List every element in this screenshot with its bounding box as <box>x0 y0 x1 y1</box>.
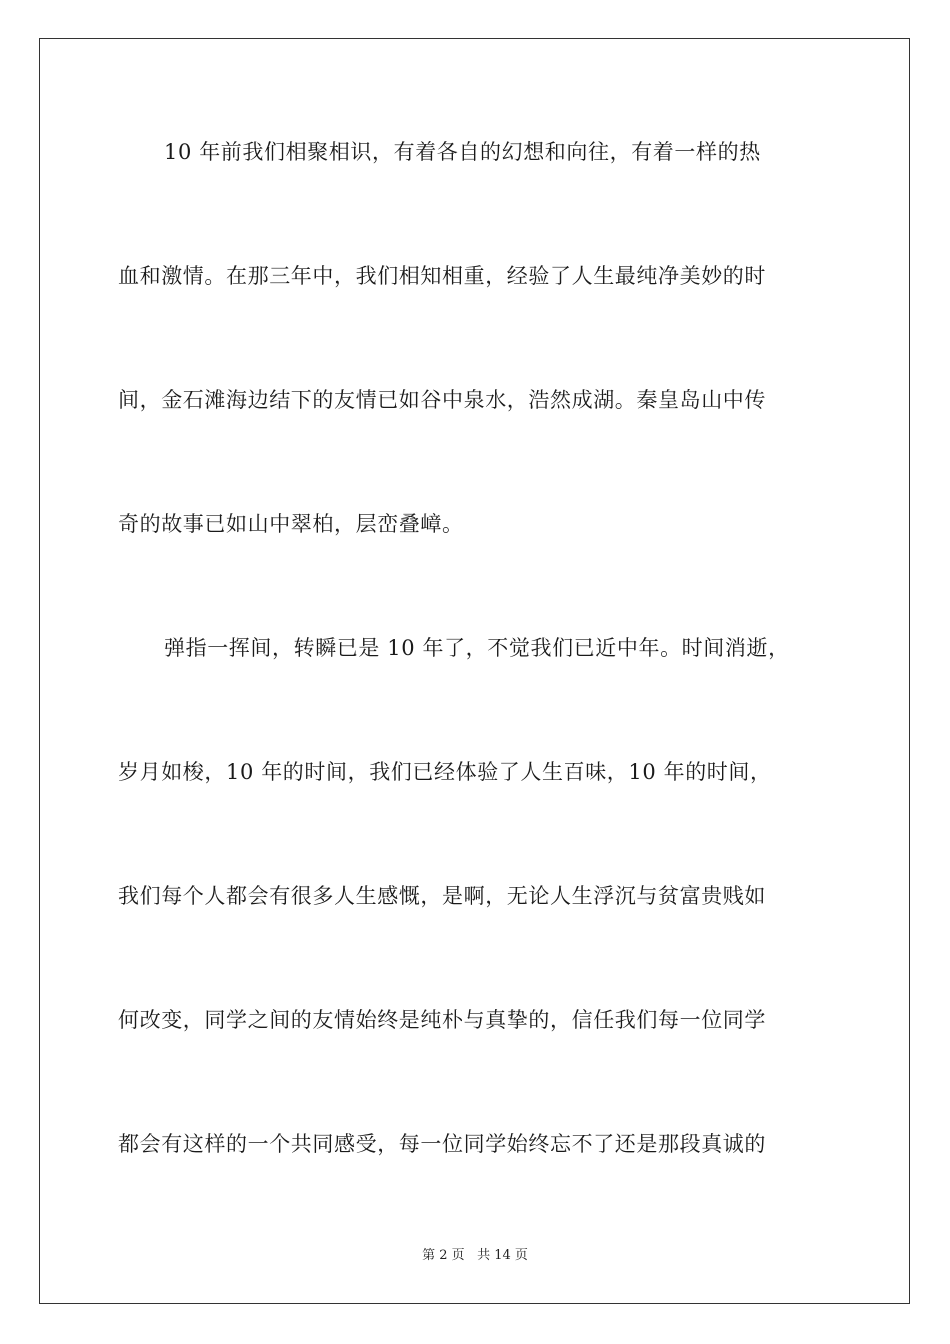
page-footer <box>0 1248 950 1264</box>
paragraph-line: 10 年前我们相聚相识，有着各自的幻想和向往，有着一样的热 <box>164 140 761 164</box>
paragraph-line: 都会有这样的一个共同感受，每一位同学始终忘不了还是那段真诚的 <box>118 1132 766 1156</box>
paragraph-line: 间，金石滩海边结下的友情已如谷中泉水，浩然成湖。秦皇岛山中传 <box>118 388 766 412</box>
paragraph-line: 岁月如梭，10 年的时间，我们已经体验了人生百味，10 年的时间， <box>118 760 772 784</box>
paragraph-line: 奇的故事已如山中翠柏，层峦叠嶂。 <box>118 512 464 536</box>
paragraph-line: 弹指一挥间，转瞬已是 10 年了，不觉我们已近中年。时间消逝， <box>164 636 790 660</box>
paragraph-line: 我们每个人都会有很多人生感慨，是啊，无论人生浮沉与贫富贵贱如 <box>118 884 766 908</box>
page-number: 第 2 页 <box>422 1248 465 1263</box>
page-border <box>39 38 910 1304</box>
paragraph-line: 血和激情。在那三年中，我们相知相重，经验了人生最纯净美妙的时 <box>118 264 766 288</box>
page-total: 共 14 页 <box>477 1248 528 1263</box>
paragraph-line: 何改变，同学之间的友情始终是纯朴与真挚的，信任我们每一位同学 <box>118 1008 766 1032</box>
